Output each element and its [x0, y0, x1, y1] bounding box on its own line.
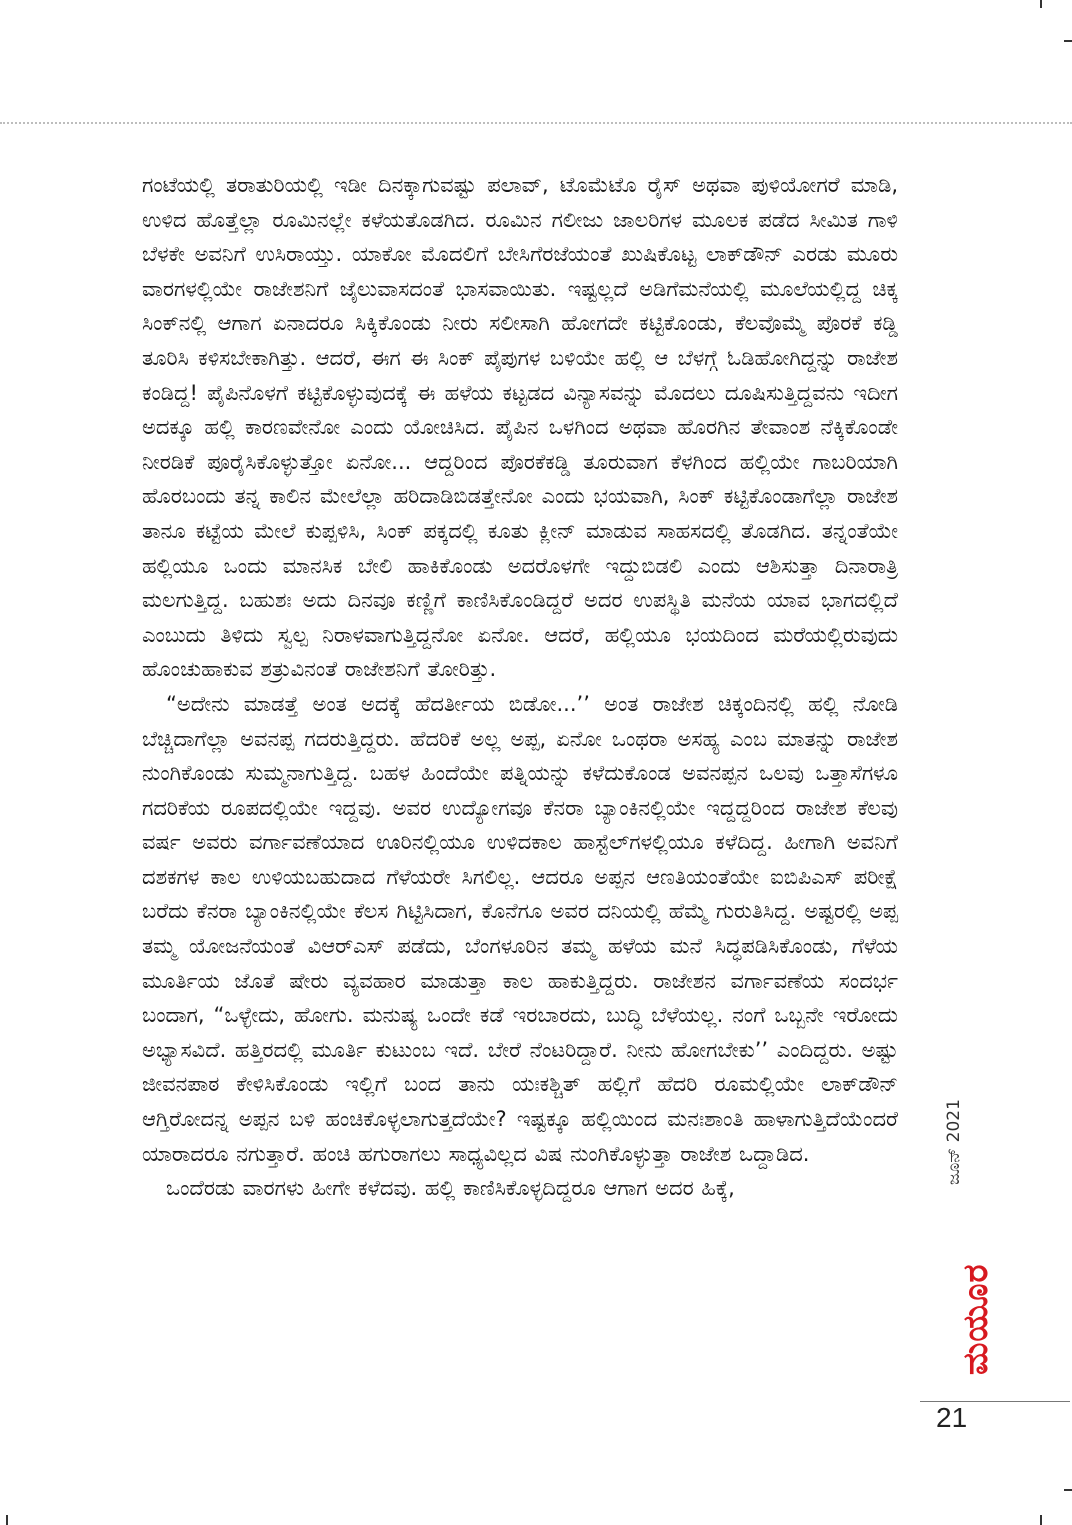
header-dotted-rule — [0, 122, 1072, 124]
crop-mark-bottom-right — [1040, 1515, 1042, 1525]
issue-date-text: ಜೂನ್ 2021 — [944, 1099, 964, 1185]
article-paragraph-3: ಒಂದೆರಡು ವಾರಗಳು ಹೀಗೇ ಕಳೆದವು. ಹಲ್ಲಿ ಕಾಣಿಸಿಕೊಳ್ಳದಿದ್ದರೂ ಆಗಾಗ ಅದರ ಹಿಕ್ಕೆ, — [166, 1176, 735, 1201]
crop-mark-top-right — [1040, 0, 1042, 8]
crop-mark-right-bottom — [1064, 1489, 1072, 1491]
crop-mark-right-top — [1064, 40, 1072, 42]
article-paragraph-1: ಗಂಟೆಯಲ್ಲಿ ತರಾತುರಿಯಲ್ಲಿ ಇಡೀ ದಿನಕ್ಕಾಗುವಷ್ಟು ಪಲಾವ್, ಟೊಮೆಟೊ ರೈಸ್ ಅಥವಾ ಪುಳಿಯೋಗರೆ ಮಾಡಿ, ಉಳಿದ ಹೊತ್ತೆಲ್ಲಾ ರೂಮಿನಲ್ಲೇ ಕಳೆಯತೊಡಗಿದ. ರೂಮಿನ ಗಲೀಜು ಜಾಲರಿಗಳ ಮೂಲಕ ಪಡೆದ ಸೀಮಿತ ಗಾಳಿ ಬೆಳಕೇ ಅವನಿಗೆ ಉಸಿರಾಯ್ತು. ಯಾಕೋ ಮೊದಲಿಗೆ ಬೇಸಿಗೆರಜೆಯಂತೆ ಖುಷಿಕೊಟ್ಟ ಲಾಕ್‌ಡೌನ್ ಎರಡು ಮೂರು ವಾರಗಳಲ್ಲಿಯೇ ರಾಜೇಶನಿಗೆ ಜೈಲುವಾಸದಂತೆ ಭಾಸವಾಯಿತು. ಇಷ್ಟಲ್ಲದೆ ಅಡಿಗೆಮನೆಯಲ್ಲಿ ಮೂಲೆಯಲ್ಲಿದ್ದ ಚಿಕ್ಕ ಸಿಂಕ್‌ನಲ್ಲಿ ಆಗಾಗ ಏನಾದರೂ ಸಿಕ್ಕಿಕೊಂಡು ನೀರು ಸಲೀಸಾಗಿ ಹೋಗದೇ ಕಟ್ಟಿಕೊಂಡು, ಕೆಲವೊಮ್ಮೆ ಪೊರಕೆ ಕಡ್ಡಿ ತೂರಿಸಿ ಕಳಿಸಬೇಕಾಗಿತ್ತು. ಆದರೆ, ಈಗ ಈ ಸಿಂಕ್ ಪೈಪುಗಳ ಬಳಿಯೇ ಹಲ್ಲಿ ಆ ಬೆಳಗ್ಗೆ ಓಡಿಹೋಗಿದ್ದನ್ನು ರಾಜೇಶ ಕಂಡಿದ್ದ! ಪೈಪಿನೊಳಗೆ ಕಟ್ಟಿಕೊಳ್ಳುವುದಕ್ಕೆ ಈ ಹಳೆಯ ಕಟ್ಟಡದ ವಿನ್ಯಾಸವನ್ನು ಮೊದಲು ದೂಷಿಸುತ್ತಿದ್ದವನು ಇದೀಗ ಅದಕ್ಕೂ ಹಲ್ಲಿ ಕಾರಣವೇನೋ ಎಂದು ಯೋಚಿಸಿದ. ಪೈಪಿನ ಒಳಗಿಂದ ಅಥವಾ ಹೊರಗಿನ ತೇವಾಂಶ ನೆಕ್ಕಿಕೊಂಡೇ ನೀರಡಿಕೆ ಪೂರೈಸಿಕೊಳ್ಳುತ್ತೋ ಏನೋ... ಆದ್ದರಿಂದ ಪೊರಕೆಕಡ್ಡಿ ತೂರುವಾಗ ಕೆಳಗಿಂದ ಹಲ್ಲಿಯೇ ಗಾಬರಿಯಾಗಿ ಹೊರಬಂದು ತನ್ನ ಕಾಲಿನ ಮೇಲೆಲ್ಲಾ ಹರಿದಾಡಿಬಿಡತ್ತೇನೋ ಎಂದು ಭಯವಾಗಿ, ಸಿಂಕ್ ಕಟ್ಟಿಕೊಂಡಾಗೆಲ್ಲಾ ರಾಜೇಶ ತಾನೂ ಕಟ್ಟೆಯ ಮೇಲೆ ಕುಪ್ಪಳಿಸಿ, ಸಿಂಕ್ ಪಕ್ಕದಲ್ಲಿ ಕೂತು ಕ್ಲೀನ್ ಮಾಡುವ ಸಾಹಸದಲ್ಲಿ ತೊಡಗಿದ. ತನ್ನಂತೆಯೇ ಹಲ್ಲಿಯೂ ಒಂದು ಮಾನಸಿಕ ಬೇಲಿ ಹಾಕಿಕೊಂಡು ಅದರೊಳಗೇ ಇದ್ದುಬಿಡಲಿ ಎಂದು ಆಶಿಸುತ್ತಾ ದಿನಾರಾತ್ರಿ ಮಲಗುತ್ತಿದ್ದ. ಬಹುಶಃ ಅದು ದಿನವೂ ಕಣ್ಣಿಗೆ ಕಾಣಿಸಿಕೊಂಡಿದ್ದರೆ ಅದರ ಉಪಸ್ಥಿತಿ ಮನೆಯ ಯಾವ ಭಾಗದಲ್ಲಿದೆ ಎಂಬುದು ತಿಳಿದು ಸ್ವಲ್ಪ ನಿರಾಳವಾಗುತ್ತಿದ್ದನೋ ಏನೋ. ಆದರೆ, ಹಲ್ಲಿಯೂ ಭಯದಿಂದ ಮರೆಯಲ್ಲಿರುವುದು ಹೊಂಚುಹಾಕುವ ಶತ್ರುವಿನಂತೆ ರಾಜೇಶನಿಗೆ ತೋರಿತ್ತು. — [142, 173, 898, 682]
article-paragraph-2: “ಅದೇನು ಮಾಡತ್ತೆ ಅಂತ ಅದಕ್ಕೆ ಹೆದರ್ತೀಯ ಬಿಡೋ...’’ ಅಂತ ರಾಜೇಶ ಚಿಕ್ಕಂದಿನಲ್ಲಿ ಹಲ್ಲಿ ನೋಡಿ ಬೆಚ್ಚಿದಾಗೆಲ್ಲಾ ಅವನಪ್ಪ ಗದರುತ್ತಿದ್ದರು. ಹೆದರಿಕೆ ಅಲ್ಲ ಅಪ್ಪ, ಏನೋ ಒಂಥರಾ ಅಸಹ್ಯ ಎಂಬ ಮಾತನ್ನು ರಾಜೇಶ ನುಂಗಿಕೊಂಡು ಸುಮ್ಮನಾಗುತ್ತಿದ್ದ. ಬಹಳ ಹಿಂದೆಯೇ ಪತ್ನಿಯನ್ನು ಕಳೆದುಕೊಂಡ ಅವನಪ್ಪನ ಒಲವು ಒತ್ತಾಸೆಗಳೂ ಗದರಿಕೆಯ ರೂಪದಲ್ಲಿಯೇ ಇದ್ದವು. ಅವರ ಉದ್ಯೋಗವೂ ಕೆನರಾ ಬ್ಯಾಂಕಿನಲ್ಲಿಯೇ ಇದ್ದದ್ದರಿಂದ ರಾಜೇಶ ಕೆಲವು ವರ್ಷ ಅವರು ವರ್ಗಾವಣೆಯಾದ ಊರಿನಲ್ಲಿಯೂ ಉಳಿದಕಾಲ ಹಾಸ್ಟೆಲ್‌ಗಳಲ್ಲಿಯೂ ಕಳೆದಿದ್ದ. ಹೀಗಾಗಿ ಅವನಿಗೆ ದಶಕಗಳ ಕಾಲ ಉಳಿಯಬಹುದಾದ ಗೆಳೆಯರೇ ಸಿಗಲಿಲ್ಲ. ಆದರೂ ಅಪ್ಪನ ಆಣತಿಯಂತೆಯೇ ಐಬಿಪಿಎಸ್ ಪರೀಕ್ಷೆ ಬರೆದು ಕೆನರಾ ಬ್ಯಾಂಕಿನಲ್ಲಿಯೇ ಕೆಲಸ ಗಿಟ್ಟಿಸಿದಾಗ, ಕೊನೆಗೂ ಅವರ ದನಿಯಲ್ಲಿ ಹೆಮ್ಮೆ ಗುರುತಿಸಿದ್ದ. ಅಷ್ಟರಲ್ಲಿ ಅಪ್ಪ ತಮ್ಮ ಯೋಜನೆಯಂತೆ ವಿಆರ್‌ಎಸ್ ಪಡೆದು, ಬೆಂಗಳೂರಿನ ತಮ್ಮ ಹಳೆಯ ಮನೆ ಸಿದ್ಧಪಡಿಸಿಕೊಂಡು, ಗೆಳೆಯ ಮೂರ್ತಿಯ ಜೊತೆ ಷೇರು ವ್ಯವಹಾರ ಮಾಡುತ್ತಾ ಕಾಲ ಹಾಕುತ್ತಿದ್ದರು. ರಾಜೇಶನ ವರ್ಗಾವಣೆಯ ಸಂದರ್ಭ ಬಂದಾಗ, “ಒಳ್ಳೇದು, ಹೋಗು. ಮನುಷ್ಯ ಒಂದೇ ಕಡೆ ಇರಬಾರದು, ಬುದ್ಧಿ ಬೆಳೆಯಲ್ಲ. ನಂಗೆ ಒಬ್ಬನೇ ಇರೋದು ಅಭ್ಯಾಸವಿದೆ. ಹತ್ತಿರದಲ್ಲಿ ಮೂರ್ತಿ ಕುಟುಂಬ ಇದೆ. ಬೇರೆ ನೆಂಟರಿದ್ದಾರೆ. ನೀನು ಹೋಗಬೇಕು’’ ಎಂದಿದ್ದರು. ಅಷ್ಟು ಜೀವನಪಾಠ ಕೇಳಿಸಿಕೊಂಡು ಇಲ್ಲಿಗೆ ಬಂದ ತಾನು ಯಃಕಶ್ಚಿತ್ ಹಲ್ಲಿಗೆ ಹೆದರಿ ರೂಮಲ್ಲಿಯೇ ಲಾಕ್‌ಡೌನ್ ಆಗ್ತಿರೋದನ್ನ ಅಪ್ಪನ ಬಳಿ ಹಂಚಿಕೊಳ್ಳಲಾಗುತ್ತದೆಯೇ? ಇಷ್ಟಕ್ಕೂ ಹಲ್ಲಿಯಿಂದ ಮನಃಶಾಂತಿ ಹಾಳಾಗುತ್ತಿದೆಯೆಂದರೆ ಯಾರಾದರೂ ನಗುತ್ತಾರೆ. ಹಂಚಿ ಹಗುರಾಗಲು ಸಾಧ್ಯವಿಲ್ಲದ ವಿಷ ನುಂಗಿಕೊಳ್ಳುತ್ತಾ ರಾಜೇಶ ಒದ್ದಾಡಿದ. — [142, 691, 898, 1166]
article-body — [142, 168, 898, 1206]
magazine-logo-text: ಮಯೂರ — [956, 1263, 996, 1375]
crop-mark-bottom-left — [6, 1515, 8, 1525]
page-number: 21 — [936, 1402, 968, 1433]
